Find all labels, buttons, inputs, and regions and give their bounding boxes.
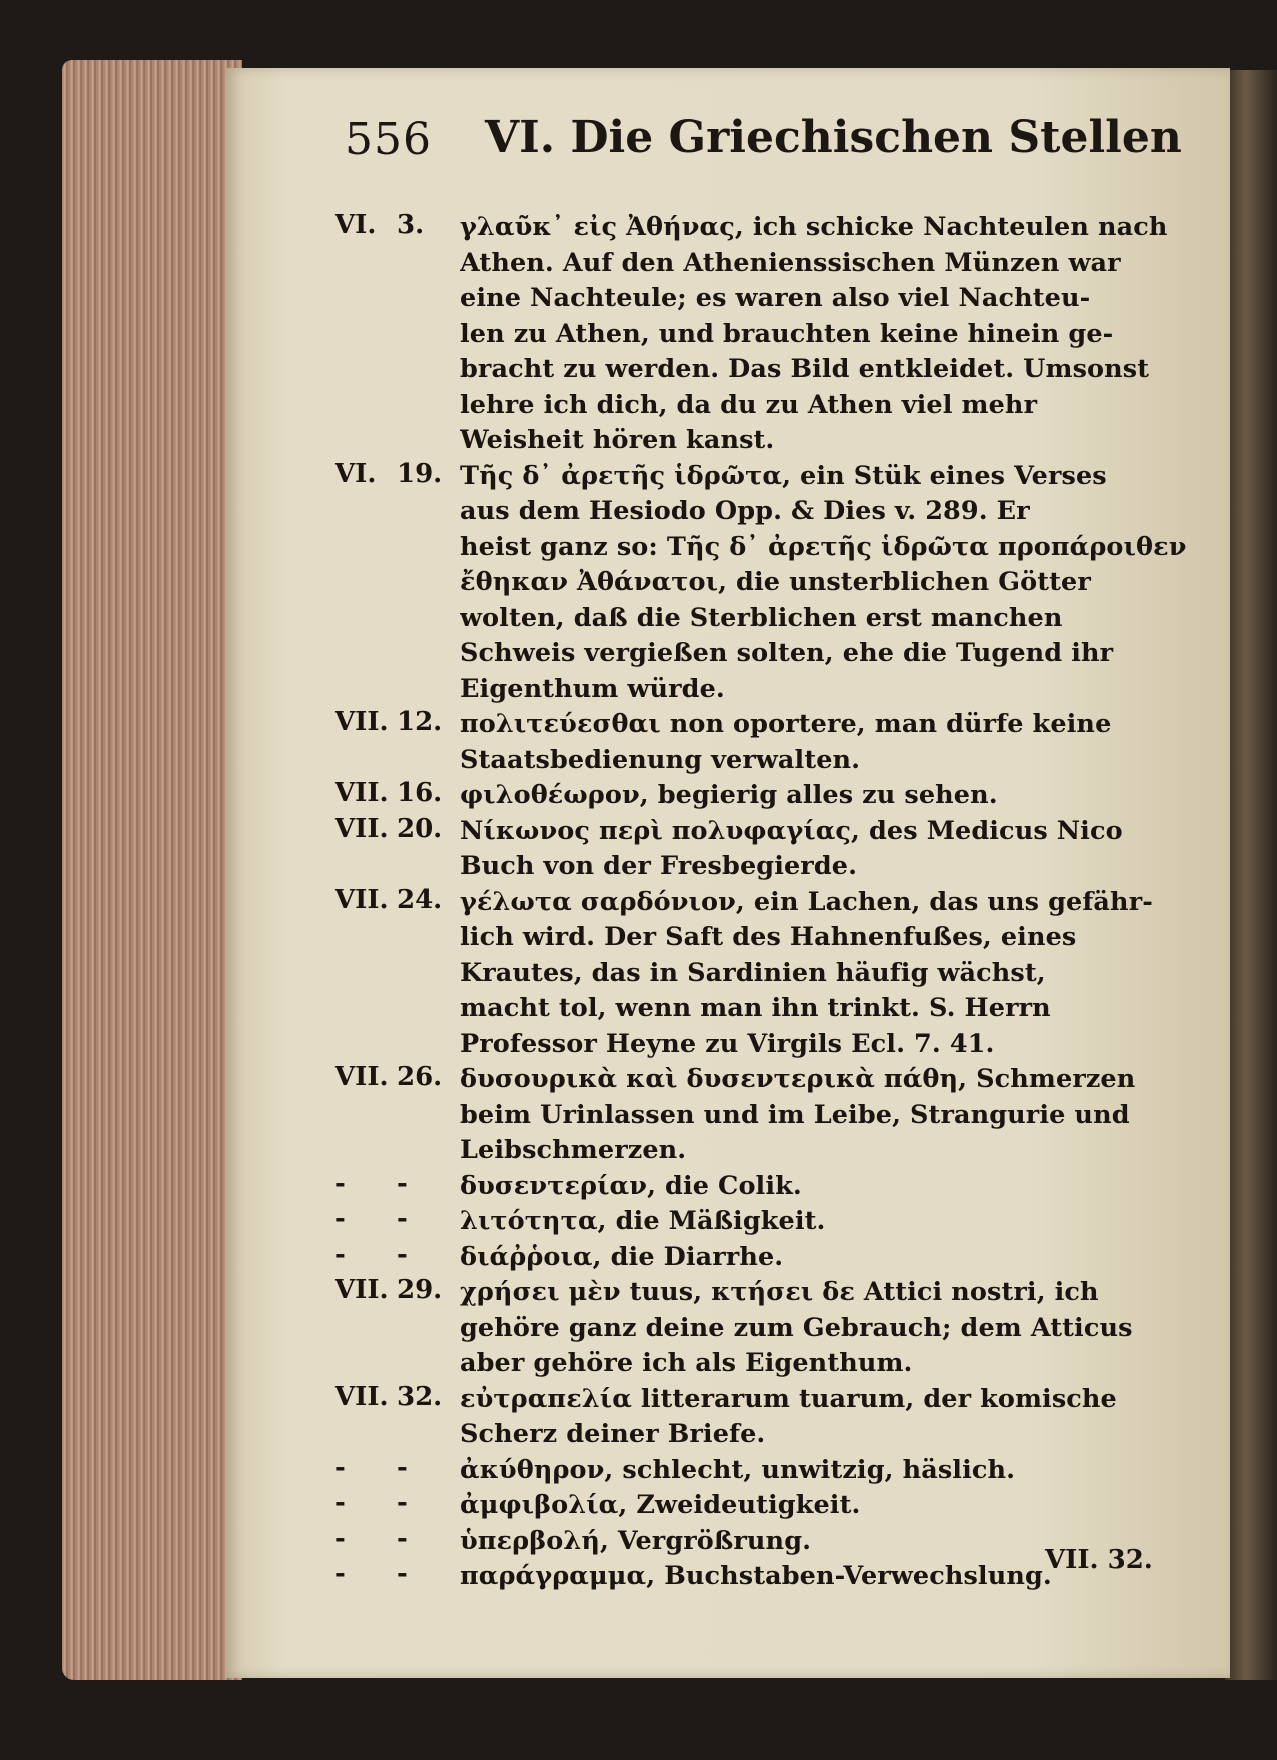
text-line: Buch von der Fresbegierde. (460, 851, 858, 881)
note-entry (335, 1453, 1165, 1489)
entry-reference (335, 885, 460, 1063)
note-entry (335, 885, 1165, 1063)
book-number: - (335, 1204, 346, 1234)
entry-reference (335, 1559, 460, 1595)
text-line: δυσουρικὰ καὶ δυσεντερικὰ πάθη, Schmerzen (460, 1064, 1136, 1094)
note-entry (335, 1204, 1165, 1240)
text-line: ἀμφιβολία, Zweideutigkeit. (460, 1490, 861, 1520)
note-entry (335, 1169, 1165, 1205)
book-number: VII. (335, 1275, 389, 1305)
note-entry (335, 210, 1168, 459)
page-edges (62, 60, 242, 1680)
note-entry (335, 707, 1165, 778)
text-line: macht tol, wenn man ihn trinkt. S. Herrn (460, 993, 1051, 1023)
text-line: παράγραμμα, Buchstaben-Verwechslung. (460, 1561, 1052, 1591)
letter-number: - (397, 1239, 408, 1270)
text-line: γέλωτα σαρδόνιον, ein Lachen, das uns gefähr- (460, 886, 1153, 917)
letter-number: - (397, 1168, 408, 1199)
text-line: Τῆς δ᾽ ἀρετῆς ἱδρῶτα, ein Stük eines Verses (460, 460, 1107, 491)
letter-number: 32. (397, 1381, 443, 1412)
running-title: VI. Die Griechischen Stellen (485, 112, 1182, 163)
text-line: beim Urinlassen und im Leibe, Strangurie und (460, 1099, 1130, 1130)
letter-number: 16. (397, 778, 443, 808)
letter-number: 19. (397, 458, 443, 489)
text-line: ἔθηκαν Ἀθάνατοι, die unsterblichen Götter (460, 567, 1091, 597)
entry-reference (335, 707, 460, 778)
text-line: ἀκύθηρον, schlecht, unwitzig, häslich. (460, 1454, 1016, 1485)
text-line: Leibschmerzen. (460, 1135, 687, 1165)
letter-number: 20. (397, 813, 443, 844)
entry-text (460, 1062, 1165, 1169)
note-entry (335, 1559, 1165, 1595)
text-line: Scherz deiner Briefe. (460, 1419, 766, 1449)
note-entry (335, 1382, 1165, 1453)
entry-reference (335, 1169, 460, 1205)
entry-text (460, 459, 1186, 708)
text-line: Athen. Auf den Athenienssischen Münzen war (460, 247, 1121, 278)
text-line: πολιτεύεσθαι non oportere, man dürfe keine (460, 709, 1112, 739)
note-entry (335, 1524, 1165, 1560)
text-line: Weisheit hören kanst. (460, 425, 775, 455)
entry-reference (335, 1488, 460, 1524)
facing-page-edge (1225, 70, 1277, 1680)
entry-text (460, 1488, 1165, 1524)
text-line: γλαῦκ᾽ εἰς Ἀθήνας, ich schicke Nachteulen nach (460, 212, 1168, 242)
book-number: VII. (335, 778, 389, 808)
letter-number: - (397, 1523, 408, 1554)
entry-text (460, 885, 1165, 1063)
text-line: len zu Athen, und brauchten keine hinein ge- (460, 318, 1114, 349)
entry-text (460, 1204, 1165, 1240)
entry-reference (335, 1062, 460, 1169)
entry-text (460, 778, 1165, 814)
letter-number: 24. (397, 884, 443, 915)
book-number: VII. (335, 884, 389, 915)
letter-number: - (397, 1559, 408, 1589)
book-number: VII. (335, 1062, 389, 1092)
text-line: gehöre ganz deine zum Gebrauch; dem Atticus (460, 1312, 1133, 1343)
entry-reference (335, 1453, 460, 1489)
letter-number: 12. (397, 707, 443, 737)
book-number: VII. (335, 1381, 389, 1412)
book-number: VII. (335, 813, 389, 844)
text-line: διάῤῥοια, die Diarrhe. (460, 1241, 784, 1272)
entry-text (460, 1275, 1165, 1382)
book-number: VI. (335, 210, 377, 240)
text-line: aber gehöre ich als Eigenthum. (460, 1348, 913, 1378)
entry-reference (335, 1524, 460, 1560)
text-line: Eigenthum würde. (460, 673, 725, 704)
book-number: - (335, 1168, 346, 1199)
text-line: ὑπερβολή, Vergrößrung. (460, 1525, 812, 1556)
text-line: heist ganz so: Τῆς δ᾽ ἀρετῆς ἱδρῶτα προπάροιθεν (460, 531, 1187, 562)
page-body (335, 210, 1187, 1595)
text-line: wolten, daß die Sterblichen erst manchen (460, 602, 1063, 633)
note-entry (335, 778, 1165, 814)
entry-text (460, 1453, 1165, 1489)
text-line: εὐτραπελία litterarum tuarum, der komische (460, 1383, 1117, 1414)
note-entry (335, 814, 1165, 885)
entry-reference (335, 1204, 460, 1240)
note-entry (335, 1488, 1165, 1524)
text-line: Schweis vergießen solten, ehe die Tugend ihr (460, 638, 1114, 668)
text-line: eine Nachteule; es waren also viel Nachteu- (460, 283, 1091, 313)
entry-reference (335, 210, 460, 459)
text-line: bracht zu werden. Das Bild entkleidet. Umsonst (460, 354, 1150, 384)
text-line: φιλοθέωρον, begierig alles zu sehen. (460, 780, 998, 810)
entry-text (460, 707, 1165, 778)
letter-number: - (397, 1488, 408, 1518)
entry-reference (335, 1275, 460, 1382)
page-number: 556 (345, 114, 432, 165)
entry-text (460, 210, 1167, 459)
book-number: VII. (335, 707, 389, 737)
note-entry (335, 1062, 1165, 1169)
letter-number: 29. (397, 1275, 443, 1305)
catchword: VII. 32. (1045, 1545, 1153, 1575)
entry-reference (335, 1382, 460, 1453)
entry-reference (335, 814, 460, 885)
entry-reference (335, 1240, 460, 1276)
letter-number: 3. (397, 210, 425, 240)
book-number: - (335, 1239, 346, 1270)
note-entry (335, 1275, 1165, 1382)
book-number: - (335, 1523, 346, 1554)
book-number: - (335, 1488, 346, 1518)
text-line: χρήσει μὲν tuus, κτήσει δε Attici nostri, ich (460, 1277, 1099, 1307)
text-line: aus dem Hesiodo Opp. & Dies v. 289. Er (460, 496, 1030, 526)
letter-number: 26. (397, 1062, 443, 1092)
text-line: Staatsbedienung verwalten. (460, 744, 861, 775)
text-line: lehre ich dich, da du zu Athen viel mehr (460, 389, 1038, 420)
entry-text (460, 1169, 1165, 1205)
text-line: lich wird. Der Saft des Hahnenfußes, eines (460, 922, 1077, 952)
book-number: VI. (335, 458, 377, 489)
text-line: Krautes, das in Sardinien häufig wächst, (460, 957, 1046, 988)
letter-number: - (397, 1204, 408, 1234)
text-line: λιτότητα, die Mäßigkeit. (460, 1206, 826, 1236)
note-entry (335, 1240, 1165, 1276)
entry-reference (335, 459, 460, 708)
text-line: Professor Heyne zu Virgils Ecl. 7. 41. (460, 1028, 995, 1059)
entry-text (460, 1382, 1165, 1453)
entry-reference (335, 778, 460, 814)
text-line: δυσεντερίαν, die Colik. (460, 1170, 802, 1201)
text-line: Νίκωνος περὶ πολυφαγίας, des Medicus Nico (460, 815, 1123, 846)
entry-text (460, 1240, 1165, 1276)
book-number: - (335, 1452, 346, 1483)
entry-text (460, 814, 1165, 885)
book-number: - (335, 1559, 346, 1589)
note-entry (335, 458, 1187, 708)
page-header (345, 108, 1182, 178)
letter-number: - (397, 1452, 408, 1483)
